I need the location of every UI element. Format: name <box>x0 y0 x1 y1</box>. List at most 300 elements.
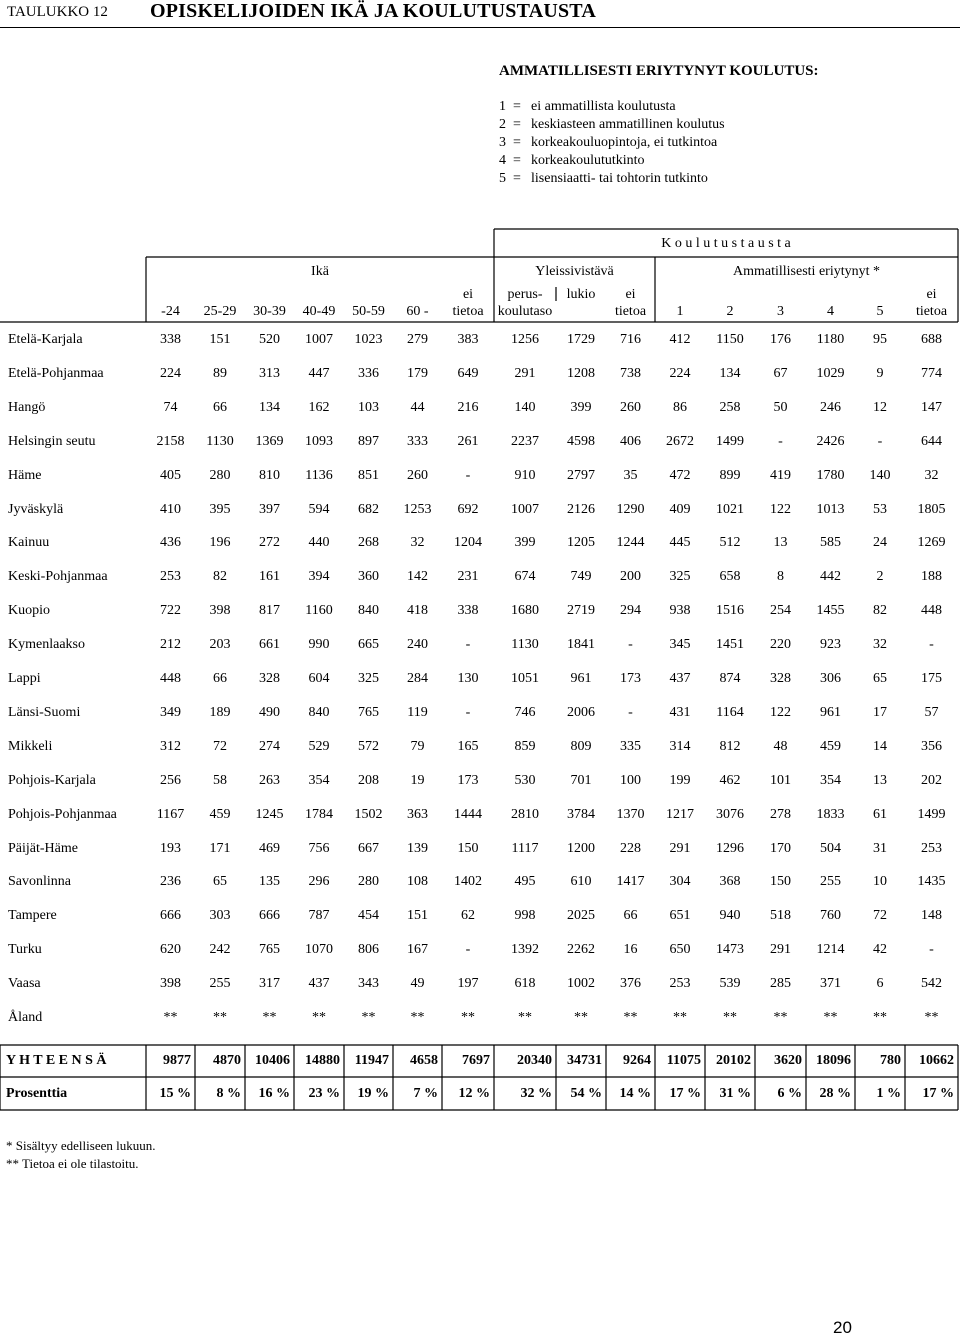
table-cell: 13 <box>873 773 887 788</box>
table-cell: - <box>628 705 633 720</box>
table-cell: 840 <box>358 603 379 618</box>
table-cell: 354 <box>820 773 841 788</box>
legend-title: AMMATILLISESTI ERIYTYNYT KOULUTUS: <box>499 63 819 79</box>
table-cell: 644 <box>921 434 942 449</box>
row-label: Etelä-Karjala <box>8 332 83 347</box>
table-cell: 504 <box>820 841 841 856</box>
table-cell: 294 <box>620 603 641 618</box>
table-cell: 688 <box>921 332 942 347</box>
column-header: 60 - <box>406 304 429 319</box>
table-cell: 10 <box>873 874 887 889</box>
table-cell: 19 <box>410 773 425 788</box>
table-cell: 765 <box>259 942 280 957</box>
table-cell: 756 <box>308 841 330 856</box>
table-cell: 650 <box>669 942 691 957</box>
table-cell: 278 <box>770 807 791 822</box>
table-cell: 738 <box>620 366 641 381</box>
table-cell: 1093 <box>305 434 333 449</box>
table-cell: 376 <box>620 976 641 991</box>
row-label: Länsi-Suomi <box>8 705 81 720</box>
table-cell: 961 <box>820 705 841 720</box>
table-cell: 6 <box>876 976 884 991</box>
table-cell: 363 <box>407 807 428 822</box>
table-cell: 82 <box>873 603 887 618</box>
table-cell: 24 <box>873 535 887 550</box>
table-cell: 173 <box>620 671 641 686</box>
table-cell: 268 <box>358 535 379 550</box>
table-cell: 666 <box>160 908 181 923</box>
percent-cell: 14 % <box>619 1086 651 1101</box>
group-koulutustausta: K o u l u t u s t a u s t a <box>661 236 791 251</box>
column-header: 4 <box>827 304 834 319</box>
table-cell: 1253 <box>403 502 432 517</box>
percent-cell: 8 % <box>216 1086 241 1101</box>
table-cell: 285 <box>770 976 791 991</box>
percent-cell: 17 % <box>922 1086 954 1101</box>
column-header: 30-39 <box>253 304 286 319</box>
table-cell: 150 <box>457 841 479 856</box>
percent-cell: 15 % <box>159 1086 191 1101</box>
column-header: ei <box>625 287 636 302</box>
table-cell: 140 <box>869 468 891 483</box>
table-cell: 1029 <box>816 366 845 381</box>
table-cell: 1130 <box>206 434 234 449</box>
table-cell: 765 <box>358 705 379 720</box>
table-cell: 216 <box>457 400 479 415</box>
table-cell: 436 <box>160 535 181 550</box>
table-cell: 851 <box>358 468 379 483</box>
table-cell: ** <box>673 1010 687 1025</box>
total-cell: 34731 <box>567 1053 602 1068</box>
table-cell: 53 <box>873 502 887 517</box>
percent-cell: 16 % <box>258 1086 290 1101</box>
table-cell: 1051 <box>511 671 539 686</box>
table-cell: 231 <box>457 569 479 584</box>
table-cell: 674 <box>514 569 536 584</box>
table-cell: - <box>929 637 934 652</box>
table-cell: 280 <box>209 468 231 483</box>
table-cell: 356 <box>921 739 942 754</box>
column-header: tietoa <box>614 304 647 319</box>
total-cell: 7697 <box>462 1053 490 1068</box>
column-header: koulutaso <box>497 304 553 319</box>
table-cell: - <box>628 637 633 652</box>
table-cell: 3076 <box>716 807 744 822</box>
row-label: Tampere <box>8 908 57 923</box>
table-cell: 1244 <box>616 535 645 550</box>
table-cell: 228 <box>620 841 641 856</box>
table-cell: 95 <box>873 332 887 347</box>
table-cell: 179 <box>407 366 428 381</box>
row-label: Häme <box>8 468 42 483</box>
table-cell: 254 <box>770 603 791 618</box>
table-cell: 774 <box>921 366 942 381</box>
table-cell: 345 <box>669 637 691 652</box>
table-cell: 291 <box>770 942 791 957</box>
table-cell: 35 <box>623 468 638 483</box>
table-cell: 67 <box>773 366 788 381</box>
table-cell: 1205 <box>567 535 595 550</box>
legend-item: 1 = ei ammatillista koulutusta <box>499 99 676 114</box>
table-cell: 261 <box>457 434 479 449</box>
table-cell: 1780 <box>816 468 845 483</box>
percent-cell: 19 % <box>357 1086 389 1101</box>
table-cell: 66 <box>213 671 227 686</box>
percent-cell: 12 % <box>458 1086 490 1101</box>
table-cell: 240 <box>407 637 428 652</box>
table-cell: 462 <box>719 773 741 788</box>
table-cell: 812 <box>719 739 741 754</box>
table-cell: 701 <box>570 773 592 788</box>
table-cell: 472 <box>669 468 691 483</box>
table-cell: 260 <box>620 400 641 415</box>
table-cell: 383 <box>457 332 479 347</box>
table-cell: 208 <box>358 773 379 788</box>
table-cell: 810 <box>259 468 280 483</box>
table-cell: - <box>465 637 471 652</box>
table-cell: 108 <box>407 874 428 889</box>
row-label: Kainuu <box>8 535 50 550</box>
table-cell: 1784 <box>305 807 333 822</box>
total-cell: 10662 <box>919 1053 954 1068</box>
table-cell: 806 <box>358 942 379 957</box>
table-cell: 188 <box>921 569 942 584</box>
table-cell: 134 <box>719 366 741 381</box>
table-cell: 418 <box>407 603 428 618</box>
table-cell: 938 <box>669 603 691 618</box>
table-cell: - <box>465 705 471 720</box>
table-cell: 749 <box>570 569 592 584</box>
table-cell: 220 <box>770 637 791 652</box>
table-cell: 667 <box>358 841 379 856</box>
table-cell: 312 <box>160 739 181 754</box>
table-cell: 65 <box>873 671 887 686</box>
table-cell: 1160 <box>305 603 333 618</box>
table-cell: 50 <box>773 400 788 415</box>
column-header: tietoa <box>915 304 948 319</box>
table-cell: 65 <box>213 874 227 889</box>
table-cell: 1180 <box>816 332 845 347</box>
table-cell: 666 <box>259 908 280 923</box>
table-cell: ** <box>574 1010 588 1025</box>
table-cell: 203 <box>209 637 231 652</box>
total-label: Y H T E E N S Ä <box>6 1053 107 1068</box>
table-cell: 1007 <box>305 332 333 347</box>
table-cell: 604 <box>308 671 330 686</box>
table-cell: 447 <box>308 366 330 381</box>
table-cell: 809 <box>570 739 592 754</box>
table-cell: 314 <box>669 739 691 754</box>
table-cell: 200 <box>620 569 641 584</box>
table-cell: 910 <box>514 468 536 483</box>
table-cell: 2672 <box>666 434 694 449</box>
table-cell: 354 <box>308 773 330 788</box>
table-cell: 371 <box>820 976 841 991</box>
column-header: 1 <box>676 304 684 319</box>
page-title: OPISKELIJOIDEN IKÄ JA KOULUTUSTAUSTA <box>150 0 596 22</box>
table-cell: 130 <box>457 671 479 686</box>
table-cell: 572 <box>358 739 379 754</box>
table-cell: 692 <box>457 502 479 517</box>
table-cell: 368 <box>719 874 741 889</box>
table-cell: 335 <box>620 739 641 754</box>
table-cell: 338 <box>160 332 181 347</box>
table-cell: 176 <box>770 332 791 347</box>
total-cell: 4870 <box>213 1053 241 1068</box>
legend-item: 4 = korkeakoulututkinto <box>499 153 645 168</box>
table-cell: 397 <box>259 502 280 517</box>
table-cell: 2 <box>876 569 884 584</box>
row-label: Kuopio <box>8 603 50 618</box>
table-cell: 279 <box>407 332 428 347</box>
table-cell: 1435 <box>917 874 946 889</box>
table-cell: 1417 <box>616 874 645 889</box>
table-cell: 2006 <box>567 705 595 720</box>
table-cell: 12 <box>873 400 887 415</box>
table-cell: 291 <box>514 366 536 381</box>
table-cell: 651 <box>669 908 691 923</box>
table-cell: ** <box>823 1010 838 1025</box>
table-cell: 405 <box>160 468 181 483</box>
table-cell: 661 <box>259 637 280 652</box>
table-cell: 746 <box>514 705 536 720</box>
table-cell: 189 <box>209 705 231 720</box>
table-cell: 258 <box>719 400 741 415</box>
table-cell: 49 <box>410 976 425 991</box>
column-header: 3 <box>777 304 784 319</box>
table-cell: - <box>877 434 883 449</box>
table-cell: 86 <box>673 400 687 415</box>
table-cell: 224 <box>669 366 691 381</box>
table-cell: 2025 <box>567 908 595 923</box>
table-cell: 445 <box>669 535 691 550</box>
table-cell: 139 <box>407 841 428 856</box>
table-cell: 1833 <box>816 807 845 822</box>
table-cell: 399 <box>514 535 536 550</box>
table-cell: 74 <box>163 400 178 415</box>
table-cell: 618 <box>514 976 536 991</box>
table-cell: 162 <box>308 400 330 415</box>
total-cell: 20340 <box>517 1053 552 1068</box>
table-cell: 1516 <box>716 603 744 618</box>
table-cell: 2262 <box>567 942 595 957</box>
row-label: Mikkeli <box>8 739 53 754</box>
table-cell: 253 <box>669 976 691 991</box>
table-cell: 1392 <box>511 942 539 957</box>
table-cell: 539 <box>719 976 741 991</box>
table-cell: 1002 <box>567 976 595 991</box>
table-cell: 658 <box>719 569 741 584</box>
table-cell: 32 <box>924 468 939 483</box>
table-cell: 682 <box>358 502 379 517</box>
row-label: Hangö <box>8 400 46 415</box>
table-cell: 173 <box>457 773 479 788</box>
table-cell: 1296 <box>716 841 744 856</box>
table-cell: 722 <box>160 603 181 618</box>
table-cell: 202 <box>921 773 942 788</box>
table-cell: 1290 <box>616 502 645 517</box>
table-cell: 44 <box>410 400 425 415</box>
table-cell: 303 <box>209 908 231 923</box>
row-label: Helsingin seutu <box>8 434 96 449</box>
total-cell: 3620 <box>774 1053 802 1068</box>
table-cell: 454 <box>358 908 379 923</box>
row-label: Turku <box>8 942 42 957</box>
table-cell: 459 <box>820 739 841 754</box>
table-cell: 66 <box>623 908 638 923</box>
table-cell: 923 <box>820 637 841 652</box>
table-cell: ** <box>924 1010 939 1025</box>
table-cell: 336 <box>358 366 379 381</box>
table-cell: 161 <box>259 569 280 584</box>
table-cell: 150 <box>770 874 791 889</box>
table-cell: ** <box>873 1010 887 1025</box>
total-cell: 11947 <box>354 1053 389 1068</box>
table-cell: 82 <box>213 569 227 584</box>
table-cell: 1150 <box>716 332 744 347</box>
table-cell: 1499 <box>917 807 946 822</box>
total-cell: 780 <box>880 1053 901 1068</box>
row-label: Kymenlaakso <box>8 637 85 652</box>
table-cell: 442 <box>820 569 841 584</box>
group-ika: Ikä <box>311 264 329 279</box>
table-cell: 255 <box>820 874 841 889</box>
table-cell: 469 <box>259 841 280 856</box>
table-cell: 134 <box>259 400 280 415</box>
table-cell: 395 <box>209 502 231 517</box>
table-cell: 1444 <box>454 807 482 822</box>
table-cell: 448 <box>160 671 181 686</box>
table-cell: 62 <box>461 908 475 923</box>
table-cell: 1136 <box>305 468 333 483</box>
table-cell: ** <box>623 1010 638 1025</box>
table-cell: 2797 <box>567 468 595 483</box>
header-rule <box>0 27 960 28</box>
table-cell: 122 <box>770 705 791 720</box>
table-cell: 122 <box>770 502 791 517</box>
percent-cell: 1 % <box>876 1086 901 1101</box>
table-cell: 437 <box>669 671 691 686</box>
table-cell: 2126 <box>567 502 595 517</box>
table-cell: 31 <box>873 841 887 856</box>
percent-cell: 31 % <box>719 1086 751 1101</box>
table-cell: 151 <box>209 332 231 347</box>
table-cell: 325 <box>669 569 691 584</box>
table-cell: 2237 <box>511 434 539 449</box>
table-cell: 61 <box>873 807 887 822</box>
table-cell: 1473 <box>716 942 744 957</box>
table-cell: 594 <box>308 502 330 517</box>
table-cell: 317 <box>259 976 280 991</box>
table-cell: 542 <box>921 976 942 991</box>
table-cell: 246 <box>820 400 841 415</box>
table-cell: 242 <box>209 942 231 957</box>
table-cell: 291 <box>669 841 691 856</box>
table-cell: 1130 <box>511 637 539 652</box>
table-cell: - <box>465 468 471 483</box>
row-label: Keski-Pohjanmaa <box>8 569 108 584</box>
table-cell: 32 <box>410 535 425 550</box>
table-cell: - <box>929 942 934 957</box>
table-cell: 1805 <box>917 502 946 517</box>
table-cell: 272 <box>259 535 280 550</box>
table-cell: 437 <box>308 976 330 991</box>
column-header: ei <box>926 287 937 302</box>
table-cell: 409 <box>669 502 691 517</box>
page-number: 20 <box>833 1318 852 1337</box>
table-cell: 520 <box>259 332 280 347</box>
table-cell: 260 <box>407 468 428 483</box>
table-cell: 2158 <box>156 434 185 449</box>
column-header: 40-49 <box>302 304 336 319</box>
table-cell: 1007 <box>511 502 539 517</box>
table-cell: 199 <box>669 773 691 788</box>
table-cell: ** <box>361 1010 376 1025</box>
table-cell: 148 <box>921 908 942 923</box>
table-cell: 280 <box>358 874 379 889</box>
table-cell: 196 <box>209 535 231 550</box>
table-cell: 17 <box>873 705 887 720</box>
table-cell: 410 <box>160 502 181 517</box>
column-header: 25-29 <box>203 304 237 319</box>
table-cell: - <box>778 434 783 449</box>
table-cell: 448 <box>921 603 942 618</box>
legend-item: 3 = korkeakouluopintoja, ei tutkintoa <box>499 135 718 150</box>
total-cell: 4658 <box>410 1053 438 1068</box>
column-header: 50-59 <box>352 304 385 319</box>
table-cell: ** <box>410 1010 425 1025</box>
table-cell: 897 <box>358 434 379 449</box>
table-cell: 253 <box>160 569 181 584</box>
table-cell: 649 <box>457 366 479 381</box>
table-cell: 236 <box>160 874 181 889</box>
table-cell: 1021 <box>716 502 744 517</box>
table-cell: 585 <box>820 535 841 550</box>
group-ammatillinen: Ammatillisesti eriytynyt * <box>733 264 880 279</box>
table-cell: 440 <box>308 535 330 550</box>
table-cell: 530 <box>514 773 536 788</box>
table-cell: 197 <box>457 976 479 991</box>
column-header: 5 <box>876 304 884 319</box>
table-cell: 170 <box>770 841 791 856</box>
table-cell: ** <box>773 1010 788 1025</box>
table-cell: 1217 <box>666 807 694 822</box>
table-cell: 518 <box>770 908 791 923</box>
row-label: Pohjois-Karjala <box>8 773 96 788</box>
table-cell: ** <box>312 1010 326 1025</box>
table-cell: 328 <box>770 671 791 686</box>
table-cell: 394 <box>308 569 330 584</box>
table-cell: ** <box>723 1010 737 1025</box>
row-label: Lappi <box>8 671 41 686</box>
total-cell: 18096 <box>816 1053 851 1068</box>
column-header: 2 <box>726 304 734 319</box>
total-cell: 10406 <box>255 1053 290 1068</box>
table-cell: 103 <box>358 400 379 415</box>
percent-cell: 32 % <box>520 1086 552 1101</box>
table-cell: 1841 <box>567 637 595 652</box>
column-header: ei <box>462 287 474 302</box>
table-cell: 274 <box>259 739 280 754</box>
percent-cell: 28 % <box>819 1086 851 1101</box>
table-cell: 48 <box>773 739 788 754</box>
table-cell: 961 <box>570 671 592 686</box>
table-cell: 100 <box>620 773 641 788</box>
table-cell: 14 <box>873 739 887 754</box>
percent-cell: 54 % <box>570 1086 602 1101</box>
table-cell: 58 <box>213 773 227 788</box>
table-cell: 398 <box>209 603 231 618</box>
